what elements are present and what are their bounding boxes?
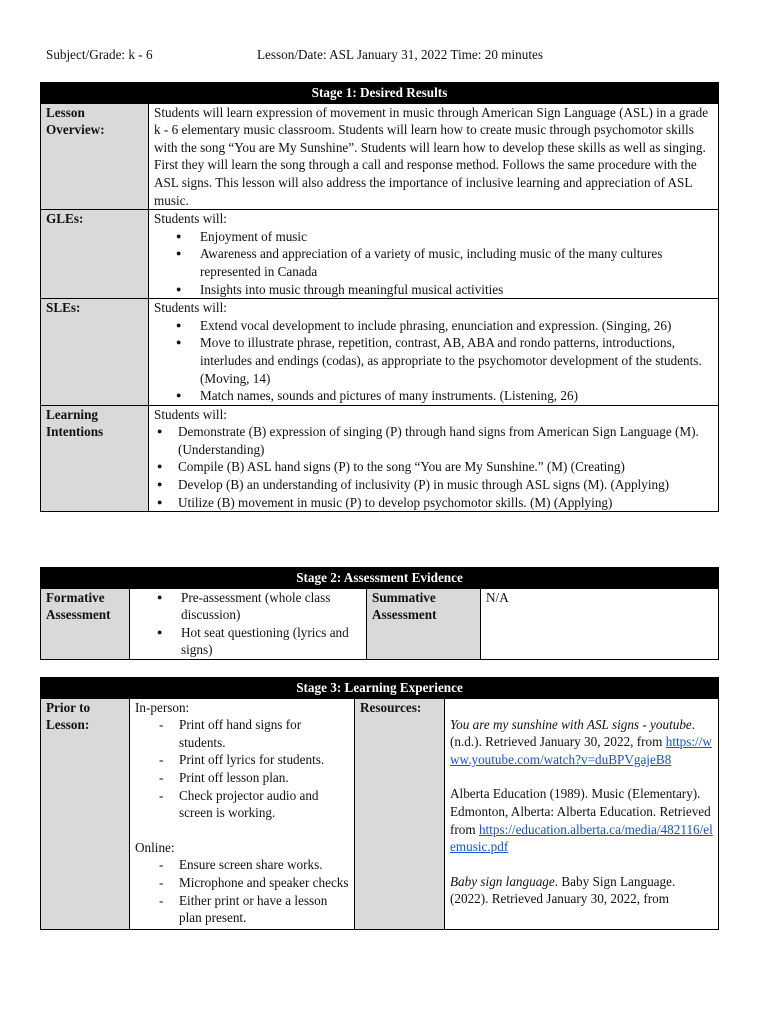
list-item: ● Compile (B) ASL hand signs (P) to the song “You are My Sunshine.” (M) (Creating) (178, 458, 713, 476)
list-item: ● Insights into music through meaningful musical activities (200, 281, 713, 299)
list-item: - Check projector audio and screen is working. (179, 787, 349, 822)
list-item: - Print off hand signs for students. (179, 716, 349, 751)
resources-label: Resources: (355, 698, 445, 929)
sles-list (154, 317, 713, 405)
reference-2-link[interactable]: https://education.alberta.ca/media/482116/elemusic.pdf (450, 821, 713, 855)
online-list (135, 856, 349, 926)
stage2-title: Stage 2: Assessment Evidence (41, 568, 719, 589)
formative-list (135, 589, 361, 659)
in-person-list (135, 716, 349, 822)
lesson-date-time: Lesson/Date: ASL January 31, 2022 Time: 20 minutes (257, 47, 543, 62)
list-item: - Ensure screen share works. (179, 856, 349, 874)
stage3-title: Stage 3: Learning Experience (41, 678, 719, 699)
list-item: ● Pre-assessment (whole class discussion) (181, 589, 361, 624)
sles-row (41, 299, 719, 406)
stage1-title: Stage 1: Desired Results (41, 83, 719, 104)
lesson-overview-label: Lesson Overview: (41, 103, 149, 210)
list-item: - Either print or have a lesson plan present. (179, 892, 349, 927)
list-item: ● Enjoyment of music (200, 228, 713, 246)
reference-1-text: . (n.d.). Retrieved January 30, 2022, from (450, 716, 696, 750)
formative-label: Formative Assessment (41, 588, 130, 659)
reference-2-text: Alberta Education (1989). Music (Elementary). Edmonton, Alberta: Alberta Education. Retrieved from (450, 786, 711, 837)
online-label: Online: (135, 839, 175, 855)
stage3-table (40, 677, 719, 930)
list-item: ● Demonstrate (B) expression of singing (P) through hand signs from American Sign Language (M). (Understanding) (178, 423, 713, 458)
list-item: ● Extend vocal development to include phrasing, enunciation and expression. (Singing, 26) (200, 317, 713, 335)
assessment-row (41, 588, 719, 659)
list-item: ● Utilize (B) movement in music (P) to develop psychomotor skills. (M) (Applying) (178, 494, 713, 512)
reference-1 (450, 716, 713, 769)
reference-3-text: . Baby Sign Language. (2022). Retrieved January 30, 2022, from (450, 873, 676, 907)
list-item: ● Hot seat questioning (lyrics and signs) (181, 624, 361, 659)
list-item: ● Awareness and appreciation of a variety of music, including music of the many cultures represented in Canada (200, 245, 713, 280)
list-item: ● Move to illustrate phrase, repetition, contrast, AB, ABA and rondo patterns, introductions, interludes and endings (codas), as appropriate to the psychomotor development of the students. (Moving, 14) (200, 334, 713, 387)
sles-label: SLEs: (41, 299, 149, 406)
list-item: - Print off lesson plan. (179, 769, 349, 787)
learning-intentions-label: Learning Intentions (41, 405, 149, 512)
learning-intentions-list (154, 423, 713, 511)
stage1-table (40, 82, 719, 512)
summative-label: Summative Assessment (367, 588, 481, 659)
learning-intentions-intro: Students will: (154, 406, 227, 422)
reference-1-title: You are my sunshine with ASL signs - youtube (450, 716, 692, 732)
stage2-table (40, 567, 719, 660)
subject-grade: Subject/Grade: k - 6 (46, 47, 153, 62)
list-item: ● Develop (B) an understanding of inclusivity (P) in music through ASL signs (M). (Applying) (178, 476, 713, 494)
learning-intentions-row (41, 405, 719, 512)
sles-intro: Students will: (154, 300, 227, 316)
gles-intro: Students will: (154, 211, 227, 227)
prior-to-lesson-row (41, 698, 719, 929)
gles-list (154, 228, 713, 298)
list-item: - Print off lyrics for students. (179, 751, 349, 769)
gles-label: GLEs: (41, 210, 149, 299)
summative-value: N/A (481, 588, 719, 659)
prior-label: Prior to Lesson: (41, 698, 130, 929)
lesson-overview-text: Students will learn expression of movement in music through American Sign Language (ASL) in a grade k - 6 elementary music classroom. Students will learn how to create music through psychomotor skills with the song “You are My Sunshine”. Students will learn how to develop these skills as well as singing. First they will learn the song through a call and response method. Follows the same procedure with the ASL signs. This lesson will also address the importance of inclusive learning and appreciation of ASL music. (149, 103, 719, 210)
list-item: - Microphone and speaker checks (179, 874, 349, 892)
reference-2 (450, 785, 713, 855)
lesson-overview-row (41, 103, 719, 210)
in-person-label: In-person: (135, 699, 190, 715)
list-item: ● Match names, sounds and pictures of many instruments. (Listening, 26) (200, 387, 713, 405)
reference-3-title: Baby sign language (450, 873, 555, 889)
reference-3 (450, 873, 713, 908)
page-header (46, 46, 746, 64)
gles-row (41, 210, 719, 299)
reference-1-link[interactable]: https://www.youtube.com/watch?v=duBPVgajeB8 (450, 734, 712, 767)
